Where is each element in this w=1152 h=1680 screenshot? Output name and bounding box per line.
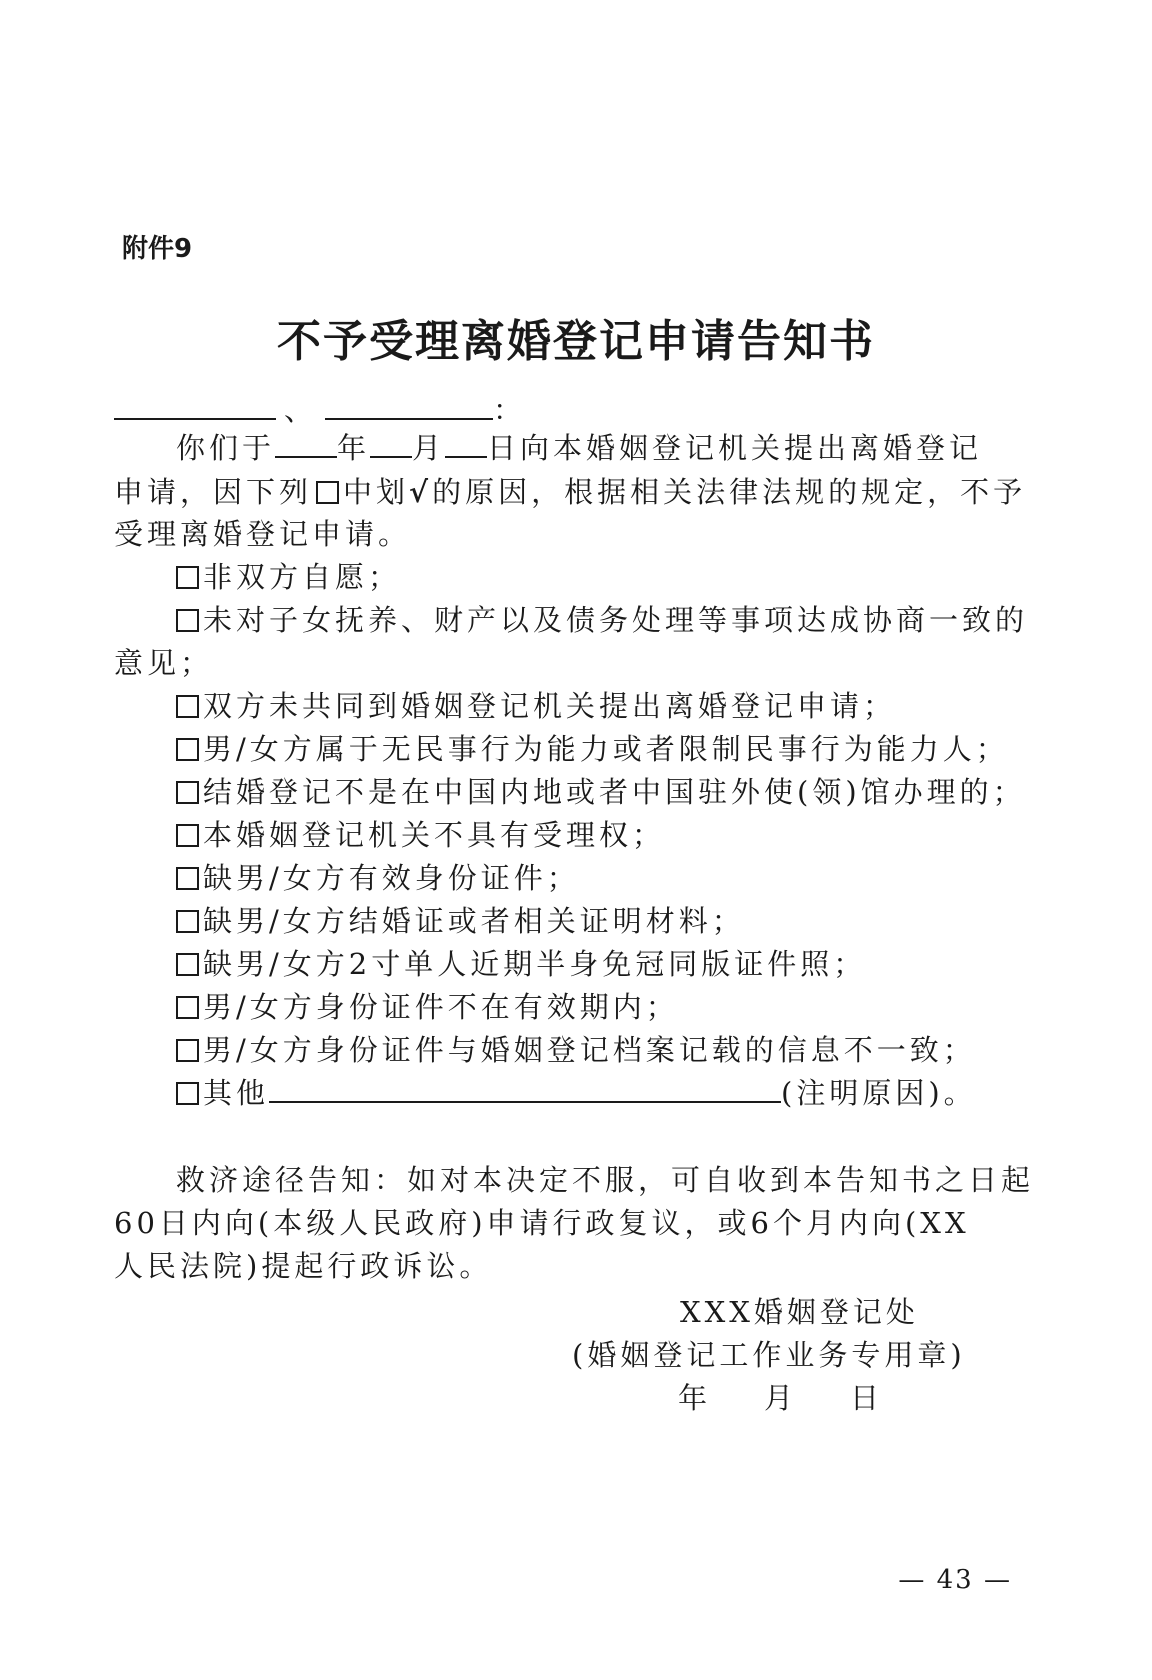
reason-continuation: 意见； [114, 646, 214, 680]
other-reason-blank[interactable] [269, 1073, 781, 1103]
checkbox-icon[interactable] [176, 1039, 199, 1062]
other-note: (注明原因)。 [781, 1076, 977, 1110]
reason-item[interactable] [176, 770, 1026, 811]
remedy-line-2: 60日内向(本级人民政府)申请行政复议，或6个月内向(XX [114, 1206, 970, 1240]
signature-date: 年 月 日 [678, 1381, 894, 1415]
checkbox-icon[interactable] [176, 996, 199, 1019]
reason-text: 男/女方属于无民事行为能力或者限制民事行为能力人； [203, 732, 1009, 766]
reason-item[interactable] [176, 727, 1009, 768]
day-blank [445, 428, 487, 458]
reason-text: 结婚登记不是在中国内地或者中国驻外使(领)馆办理的； [203, 775, 1026, 809]
intro-line-3: 受理离婚登记申请。 [114, 517, 412, 551]
intro-line-1 [176, 426, 982, 467]
reason-item[interactable] [176, 813, 665, 854]
addressee-line [114, 388, 526, 429]
year-blank [275, 428, 337, 458]
reason-text: 缺男/女方2寸单人近期半身免冠同版证件照； [203, 947, 867, 981]
month-label: 月 [412, 431, 446, 465]
intro-line-2 [114, 470, 1026, 511]
addressee-blank-2 [325, 390, 493, 420]
checkbox-icon[interactable] [176, 609, 199, 632]
reason-text: 缺男/女方结婚证或者相关证明材料； [203, 904, 745, 938]
checkbox-icon[interactable] [176, 566, 199, 589]
reason-text: 双方未共同到婚姻登记机关提出离婚登记申请； [203, 689, 897, 723]
reason-item[interactable] [176, 598, 1028, 639]
reason-item[interactable] [176, 1028, 976, 1069]
page-number: — 43 — [898, 1565, 1012, 1595]
checkbox-icon[interactable] [176, 781, 199, 804]
reason-text: 未对子女抚养、财产以及债务处理等事项达成协商一致的 [203, 603, 1029, 637]
official-seal-note: (婚姻登记工作业务专用章) [572, 1338, 966, 1372]
checkbox-icon[interactable] [176, 910, 199, 933]
reason-text: 本婚姻登记机关不具有受理权； [203, 818, 666, 852]
other-label: 其他 [203, 1076, 270, 1110]
checkbox-icon[interactable] [176, 695, 199, 718]
checkbox-icon[interactable] [176, 867, 199, 890]
remedy-line-3: 人民法院)提起行政诉讼。 [114, 1249, 493, 1283]
issuing-office: XXX婚姻登记处 [680, 1295, 919, 1329]
intro-suffix: 日向本婚姻登记机关提出离婚登记 [487, 431, 983, 465]
reason-text: 男/女方身份证件与婚姻登记档案记载的信息不一致； [203, 1033, 976, 1067]
addressee-separator: 、 [284, 393, 318, 427]
remedy-line-1: 救济途径告知：如对本决定不服，可自收到本告知书之日起 [176, 1163, 1035, 1197]
reason-item[interactable] [176, 856, 580, 897]
document-title: 不予受理离婚登记申请告知书 [277, 316, 875, 367]
reason-text: 缺男/女方有效身份证件； [203, 861, 580, 895]
reason-item[interactable] [176, 985, 679, 1026]
reason-item[interactable] [176, 555, 401, 596]
attachment-label: 附件9 [122, 234, 193, 264]
checkbox-icon[interactable] [176, 738, 199, 761]
reason-item-other[interactable] [176, 1071, 977, 1112]
checkbox-icon[interactable] [176, 824, 199, 847]
intro-prefix: 你们于 [176, 431, 276, 465]
intro-line2-c: 的原因，根据相关法律法规的规定，不予 [432, 475, 1027, 509]
checkmark-icon: √ [409, 475, 433, 509]
reason-text: 男/女方身份证件不在有效期内； [203, 990, 679, 1024]
reason-text: 非双方自愿； [203, 560, 402, 594]
addressee-colon: ： [493, 393, 527, 427]
reason-item[interactable] [176, 684, 896, 725]
addressee-blank-1 [114, 390, 276, 420]
year-label: 年 [337, 431, 371, 465]
checkbox-icon[interactable] [176, 953, 199, 976]
intro-line2-a: 申请，因下列 [114, 475, 313, 509]
checkbox-icon[interactable] [176, 1082, 199, 1105]
intro-line2-b: 中划 [343, 475, 410, 509]
reason-item[interactable] [176, 942, 866, 983]
month-blank [370, 428, 412, 458]
reason-item[interactable] [176, 899, 745, 940]
checkbox-sample-icon [316, 481, 339, 504]
